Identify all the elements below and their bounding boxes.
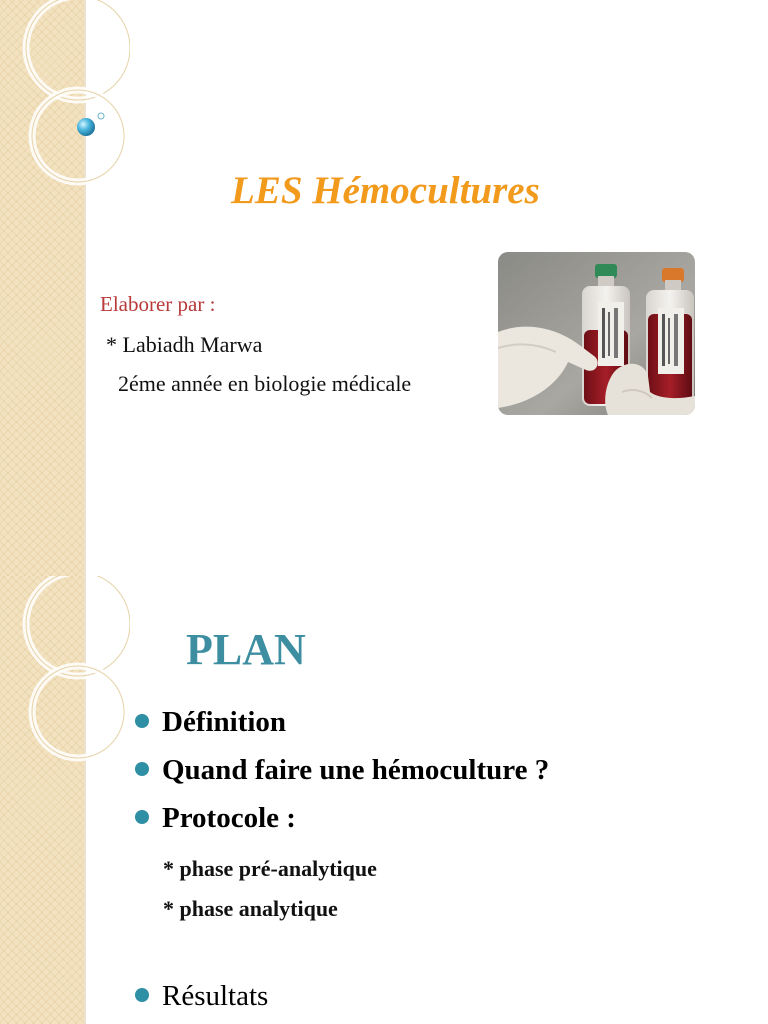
- list-item-label: Résultats: [162, 980, 269, 1012]
- plan-heading: PLAN: [186, 625, 306, 674]
- plan-slide: [0, 576, 768, 1024]
- list-item-label: Protocole :: [162, 802, 296, 834]
- decorative-rings: [0, 576, 130, 1024]
- bullet-icon: [135, 714, 149, 728]
- author-name: * Labiadh Marwa: [106, 332, 263, 357]
- list-item-label: Définition: [162, 706, 287, 738]
- list-item: [135, 980, 268, 1013]
- sub-item: * phase analytique: [163, 896, 338, 921]
- bullet-icon: [135, 762, 149, 776]
- prepared-by-label: Elaborer par :: [100, 292, 216, 316]
- sub-item: * phase pré-analytique: [163, 856, 377, 881]
- blood-culture-bottles-photo: [498, 252, 695, 415]
- author-level: 2éme année en biologie médicale: [118, 371, 412, 396]
- list-item-label: Quand faire une hémoculture ?: [162, 754, 550, 786]
- bullet-icon: [135, 988, 149, 1002]
- sphere-icon: [0, 0, 130, 576]
- bullet-icon: [135, 810, 149, 824]
- list-item: [135, 754, 549, 787]
- presentation-title: LES Hémocultures: [231, 169, 540, 212]
- list-item: [135, 706, 286, 739]
- list-item: [135, 802, 296, 835]
